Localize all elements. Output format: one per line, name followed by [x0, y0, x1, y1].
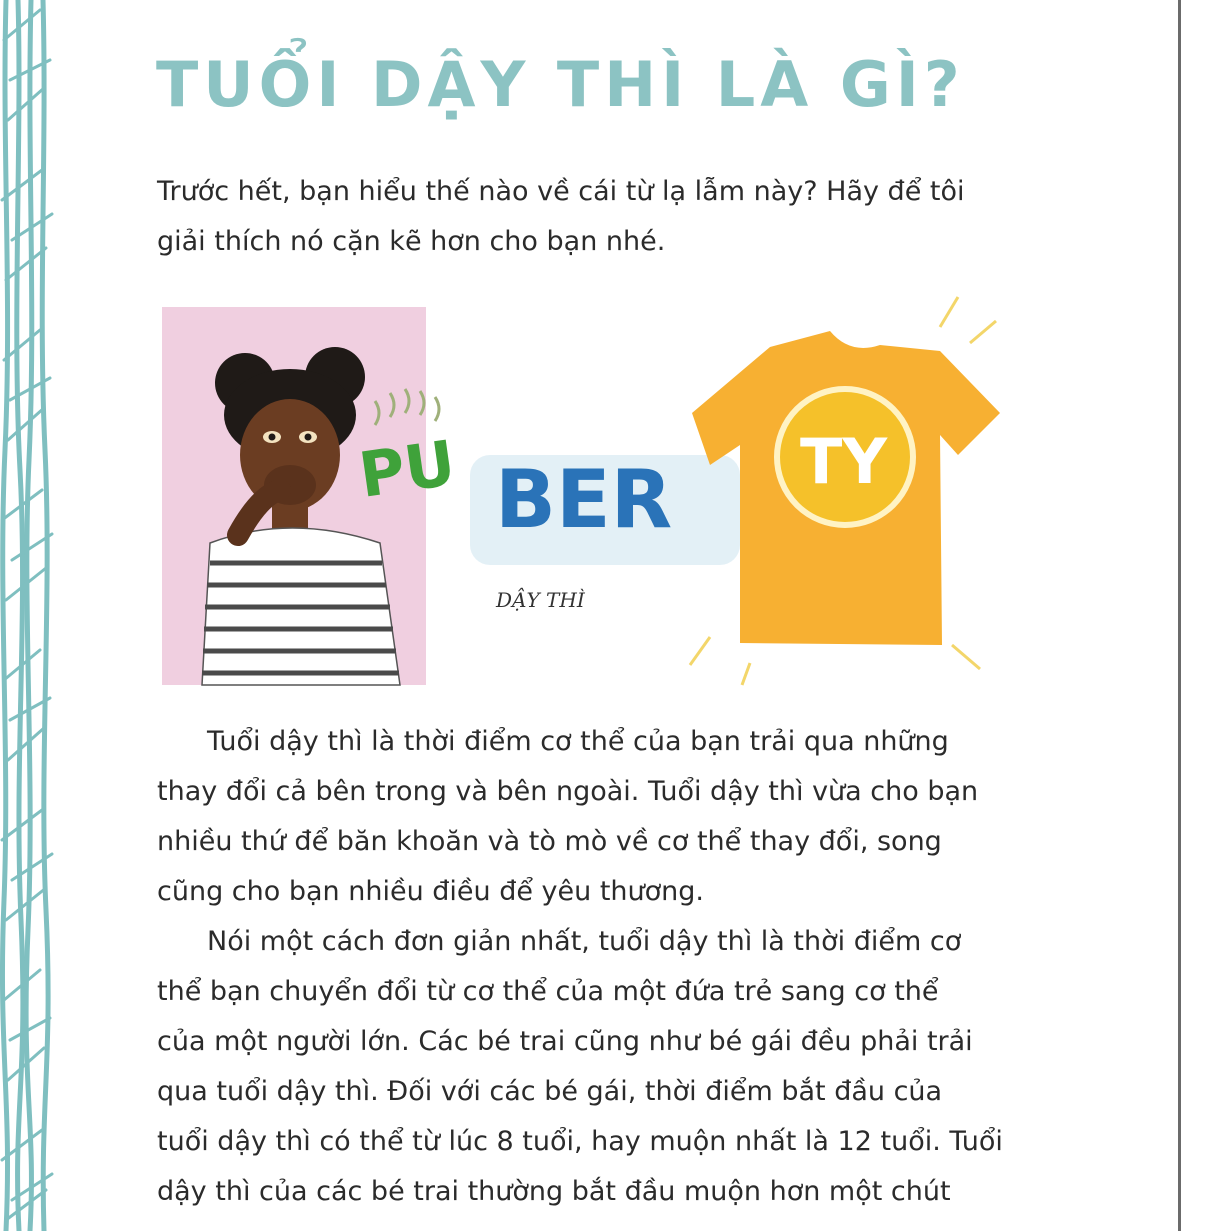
paragraph-line: Nói một cách đơn giản nhất, tuổi dậy thì là thời điểm cơ — [207, 926, 962, 957]
paragraph-line: Tuổi dậy thì là thời điểm cơ thể của bạn trải qua những — [207, 726, 949, 757]
paragraph-line: cũng cho bạn nhiều điều để yêu thương. — [157, 876, 704, 907]
intro-paragraph — [157, 167, 1017, 267]
word-art-ber: BER — [495, 453, 673, 546]
paragraph-line: nhiều thứ để băn khoăn và tò mò về cơ thể thay đổi, song — [157, 826, 942, 857]
illustration-caption: DẬY THÌ — [496, 588, 585, 612]
shirt-word-ty: TY — [800, 425, 888, 498]
puberty-illustration — [150, 285, 1010, 690]
right-margin — [1181, 0, 1231, 1231]
intro-line: giải thích nó cặn kẽ hơn cho bạn nhé. — [157, 226, 666, 257]
body-paragraph-1 — [157, 717, 1017, 917]
paragraph-line: của một người lớn. Các bé trai cũng như bé gái đều phải trải — [157, 1026, 973, 1057]
body-paragraph-2 — [157, 917, 1017, 1217]
paragraph-line: thể bạn chuyển đổi từ cơ thể của một đứa trẻ sang cơ thể — [157, 976, 939, 1007]
paragraph-line: tuổi dậy thì có thể từ lúc 8 tuổi, hay muộn nhất là 12 tuổi. Tuổi — [157, 1126, 1003, 1157]
paragraph-line: qua tuổi dậy thì. Đối với các bé gái, thời điểm bắt đầu của — [157, 1076, 943, 1107]
word-art-pu: PU — [354, 426, 460, 512]
page-title: TUỔI DẬY THÌ LÀ GÌ? — [156, 48, 965, 121]
paragraph-line: thay đổi cả bên trong và bên ngoài. Tuổi dậy thì vừa cho bạn — [157, 776, 979, 807]
intro-line: Trước hết, bạn hiểu thế nào về cái từ lạ lẫm này? Hãy để tôi — [157, 176, 965, 207]
decorative-left-border — [0, 0, 60, 1231]
paragraph-line: dậy thì của các bé trai thường bắt đầu muộn hơn một chút — [157, 1176, 951, 1207]
